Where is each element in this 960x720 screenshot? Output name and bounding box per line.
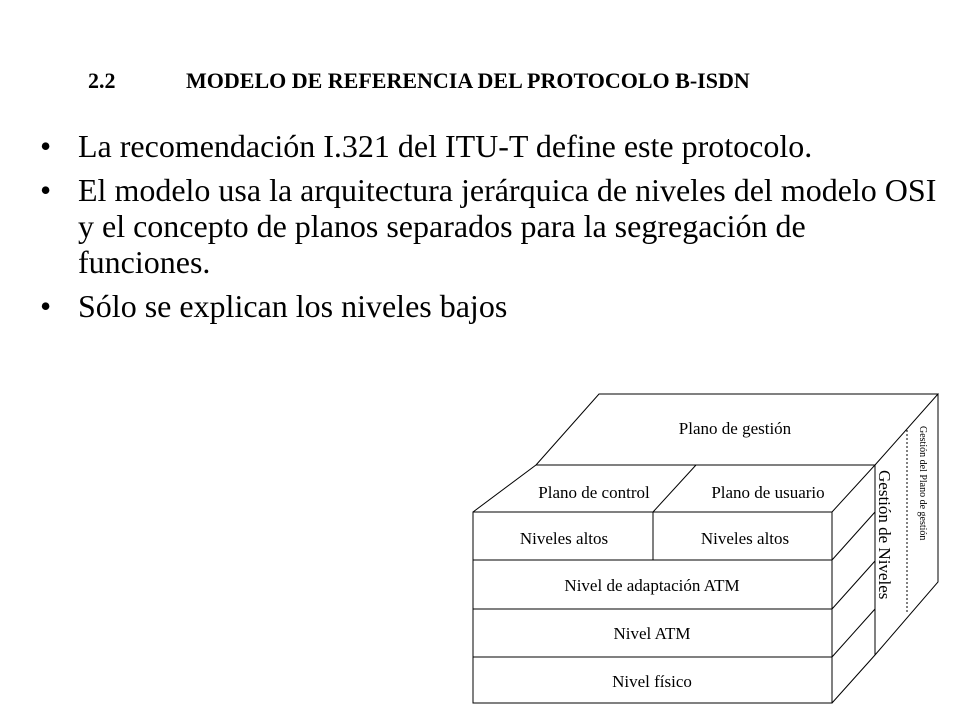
plano-usuario-label: Plano de usuario	[711, 483, 825, 502]
nivel-fisico-label: Nivel físico	[612, 672, 692, 691]
side-edge	[832, 512, 875, 560]
plano-control-label: Plano de control	[538, 483, 650, 502]
bullet-dot: •	[40, 172, 52, 208]
plano-gestion-label: Plano de gestión	[678, 419, 792, 438]
side-edge	[832, 561, 875, 609]
bullet-dot: •	[40, 288, 52, 324]
gestion-plano-label: Gestión del Plano de gestión	[917, 426, 928, 541]
title-number: 2.2	[88, 68, 116, 93]
side-edge	[832, 609, 875, 657]
bullet-text: La recomendación I.321 del ITU-T define este protocolo.	[78, 128, 813, 164]
niveles-altos-right-label: Niveles altos	[700, 529, 790, 548]
bullet-text: El modelo usa la arquitectura jerárquica de niveles del modelo OSI y el concepto de planos separados para la segregación de funciones.	[78, 172, 937, 280]
control-user-divider	[653, 465, 696, 512]
title-text: MODELO DE REFERENCIA DEL PROTOCOLO B-ISDN	[186, 68, 750, 93]
bullet-text: Sólo se explican los niveles bajos	[78, 288, 508, 324]
nivel-atm-label: Nivel ATM	[613, 624, 691, 643]
nivel-adaptacion-label: Nivel de adaptación ATM	[564, 576, 740, 595]
niveles-altos-left-label: Niveles altos	[519, 529, 609, 548]
layer-management-side	[832, 465, 875, 703]
bullet-dot: •	[40, 128, 52, 164]
gestion-niveles-label: Gestión de Niveles	[875, 470, 894, 600]
